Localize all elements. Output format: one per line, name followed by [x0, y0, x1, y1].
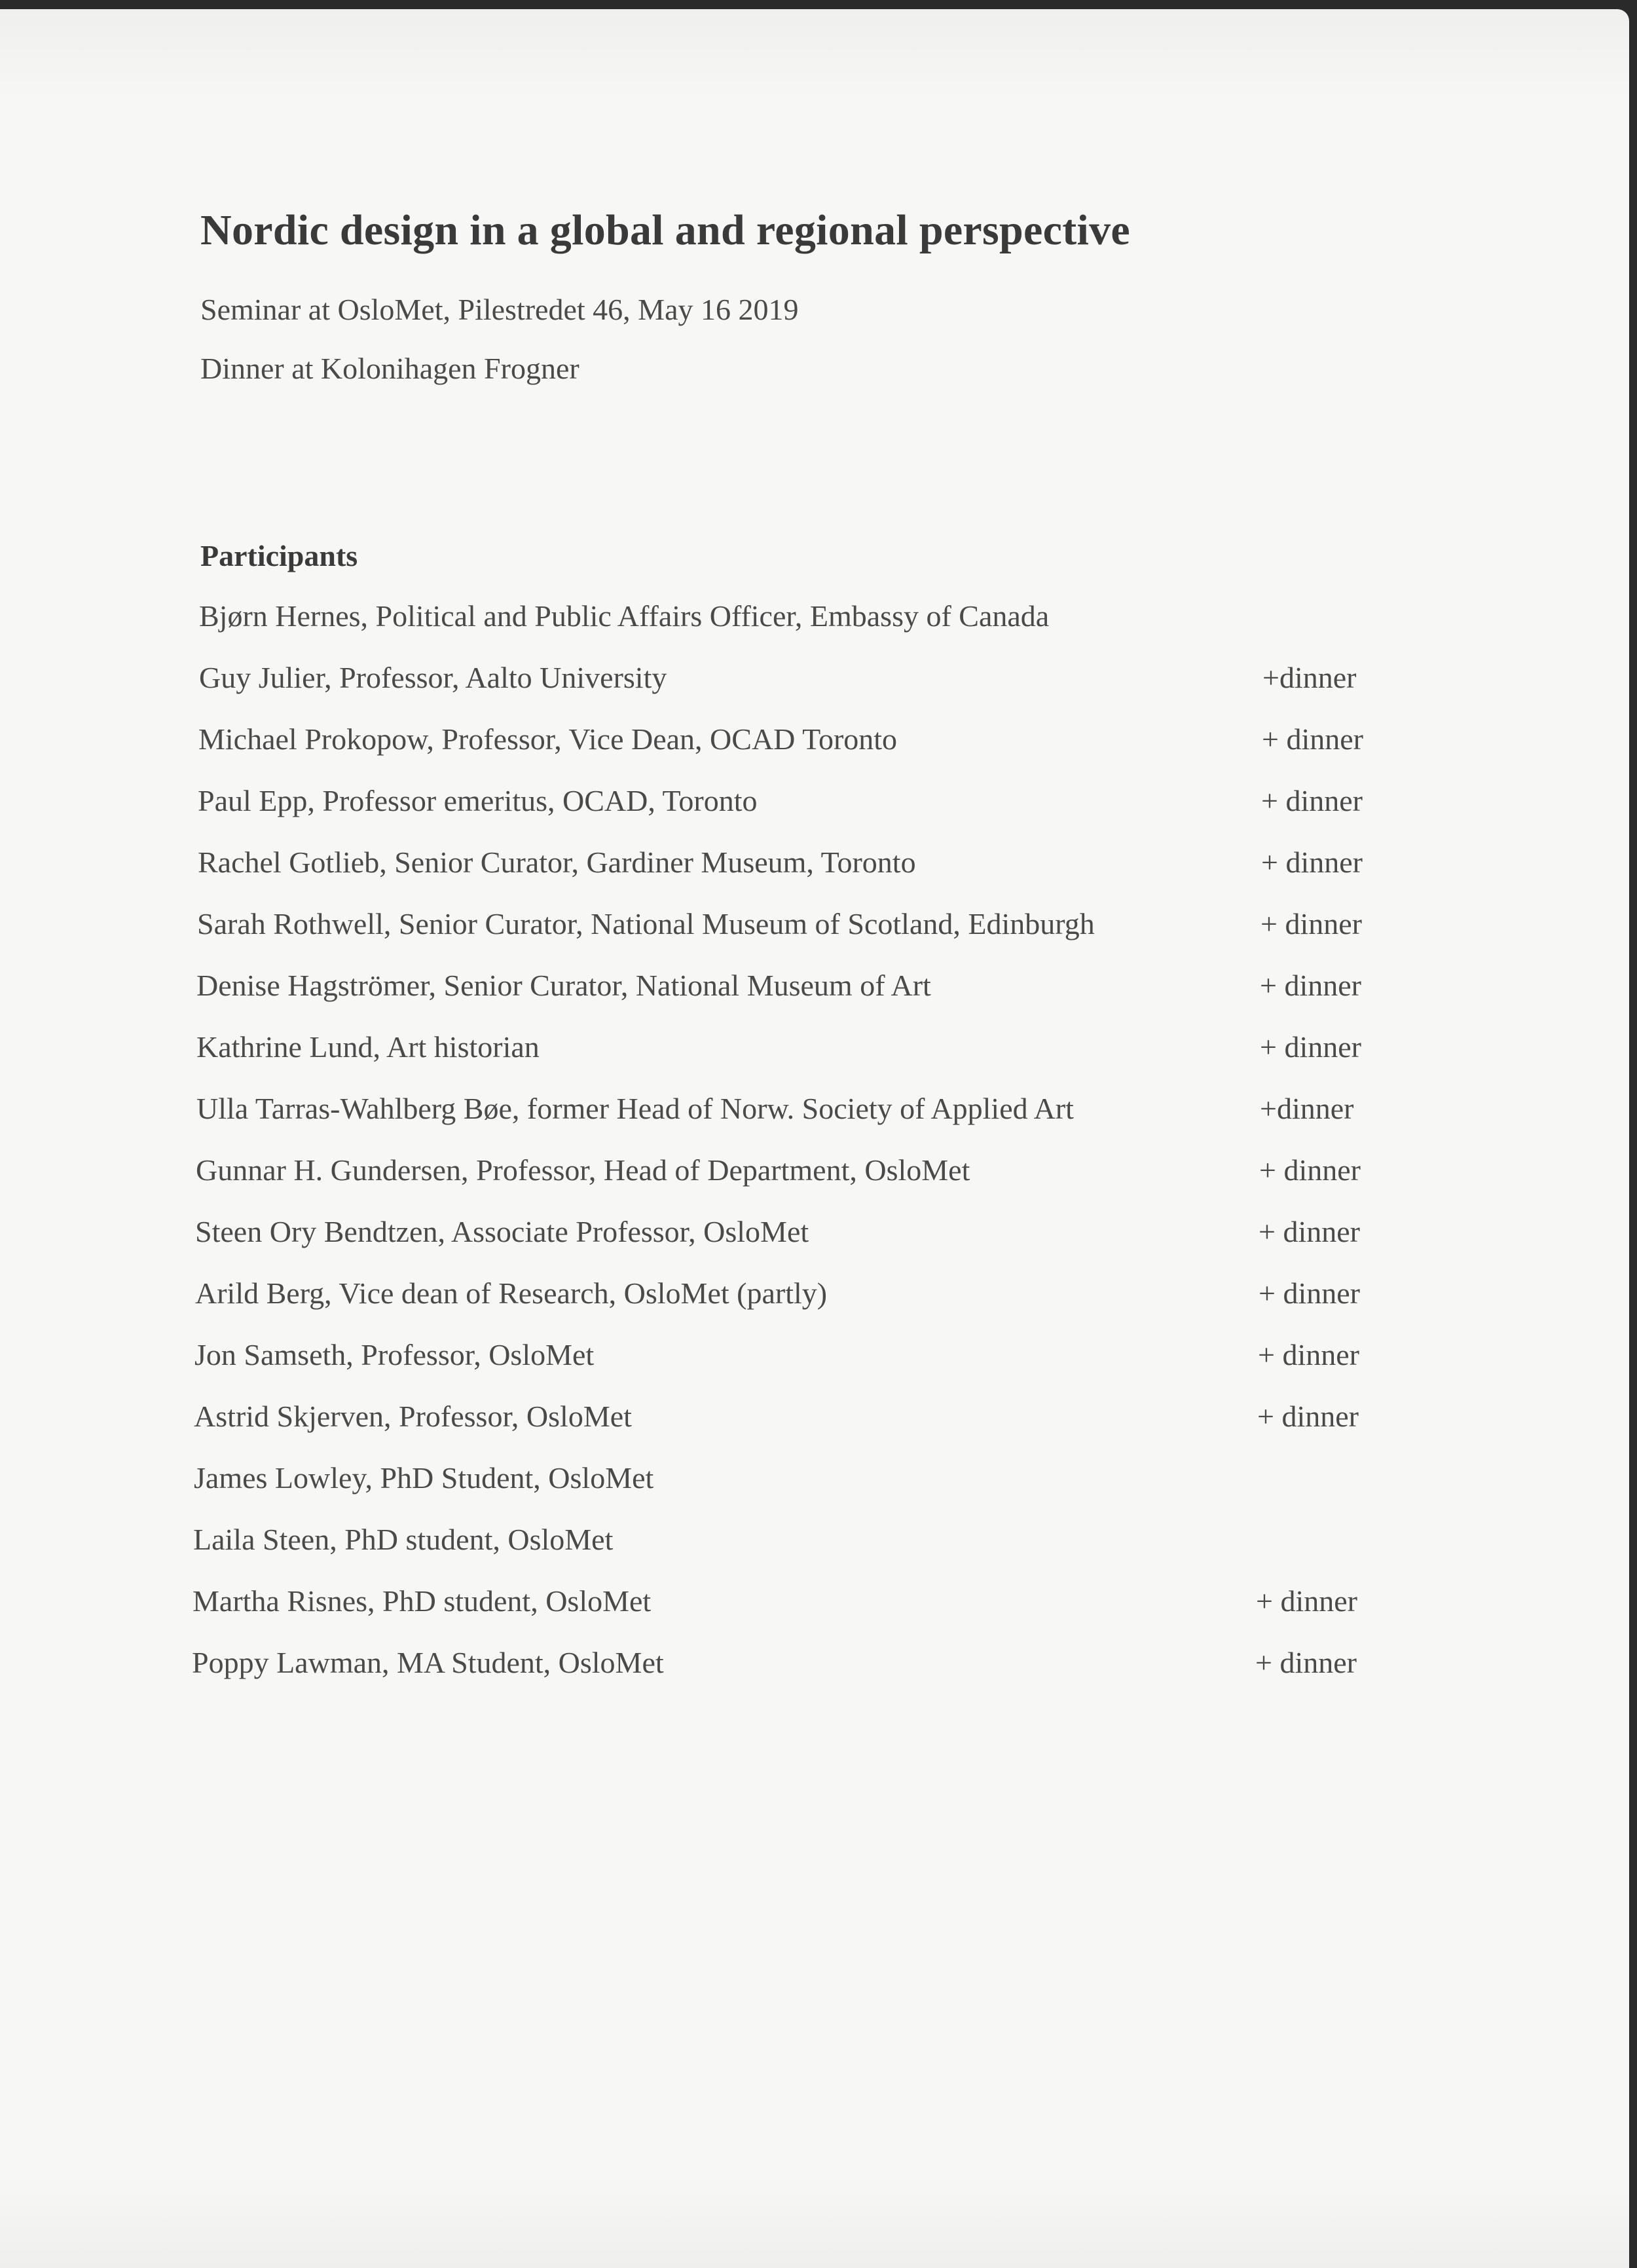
dinner-mark: + dinner: [1258, 1338, 1359, 1371]
participant-row: [196, 968, 1441, 1007]
participant-name: Martha Risnes, PhD student, OsloMet: [193, 1584, 652, 1618]
participant-name: Bjørn Hernes, Political and Public Affairs Officer, Embassy of Canada: [199, 599, 1050, 633]
participant-row: [195, 1276, 1439, 1315]
dinner-mark: + dinner: [1259, 1276, 1360, 1310]
participant-name: Laila Steen, PhD student, OsloMet: [193, 1523, 614, 1556]
participant-row: [193, 1522, 1437, 1561]
participant-row: [198, 722, 1443, 761]
participant-row: [193, 1584, 1437, 1623]
dinner-mark: +dinner: [1260, 1092, 1354, 1125]
dinner-mark: + dinner: [1260, 907, 1362, 940]
dinner-mark: + dinner: [1261, 784, 1363, 817]
participant-name: Guy Julier, Professor, Aalto University: [199, 661, 667, 694]
dinner-mark: + dinner: [1262, 722, 1363, 756]
document-title: Nordic design in a global and regional perspective: [200, 206, 1131, 254]
dinner-mark: + dinner: [1257, 1400, 1359, 1433]
participant-row: [194, 1460, 1438, 1500]
participant-name: Rachel Gotlieb, Senior Curator, Gardiner Museum, Toronto: [198, 846, 916, 879]
participant-name: Astrid Skjerven, Professor, OsloMet: [194, 1400, 632, 1433]
participant-name: Sarah Rothwell, Senior Curator, National Museum of Scotland, Edinburgh: [197, 907, 1095, 940]
participant-row: [195, 1214, 1439, 1254]
participant-name: Denise Hagströmer, Senior Curator, National Museum of Art: [196, 969, 931, 1002]
participant-name: Gunnar H. Gundersen, Professor, Head of Department, OsloMet: [196, 1153, 970, 1187]
participant-row: [198, 783, 1442, 823]
dinner-mark: + dinner: [1261, 846, 1363, 879]
participant-name: Arild Berg, Vice dean of Research, OsloMet (partly): [195, 1276, 828, 1310]
participant-row: [194, 1337, 1439, 1377]
seminar-line: Seminar at OsloMet, Pilestredet 46, May 16 2019: [200, 293, 799, 326]
dinner-mark: + dinner: [1255, 1646, 1357, 1679]
participant-name: Jon Samseth, Professor, OsloMet: [194, 1338, 595, 1371]
participant-row: [196, 1030, 1441, 1069]
participant-name: Kathrine Lund, Art historian: [196, 1030, 540, 1064]
dinner-mark: + dinner: [1256, 1584, 1357, 1618]
participant-name: Steen Ory Bendtzen, Associate Professor, OsloMet: [195, 1215, 809, 1248]
participant-row: [194, 1399, 1438, 1438]
dinner-mark: + dinner: [1260, 969, 1361, 1002]
participant-name: Michael Prokopow, Professor, Vice Dean, OCAD Toronto: [198, 722, 898, 756]
dinner-line: Dinner at Kolonihagen Frogner: [200, 352, 579, 385]
participant-row: [196, 1091, 1441, 1130]
participant-name: Paul Epp, Professor emeritus, OCAD, Toronto: [198, 784, 758, 817]
participant-name: James Lowley, PhD Student, OsloMet: [194, 1461, 654, 1495]
dinner-mark: + dinner: [1259, 1215, 1360, 1248]
participant-row: [199, 599, 1443, 638]
dinner-mark: +dinner: [1262, 661, 1357, 694]
participant-row: [198, 845, 1442, 884]
participant-name: Ulla Tarras-Wahlberg Bøe, former Head of Norw. Society of Applied Art: [196, 1092, 1074, 1125]
dinner-mark: + dinner: [1260, 1030, 1361, 1064]
paper-sheet: [0, 9, 1629, 2268]
dinner-mark: + dinner: [1259, 1153, 1361, 1187]
participant-row: [196, 1153, 1440, 1192]
participant-name: Poppy Lawman, MA Student, OsloMet: [192, 1646, 664, 1679]
participant-row: [197, 906, 1441, 946]
participants-heading: Participants: [200, 539, 358, 572]
participant-row: [199, 660, 1443, 699]
participant-row: [192, 1645, 1436, 1684]
